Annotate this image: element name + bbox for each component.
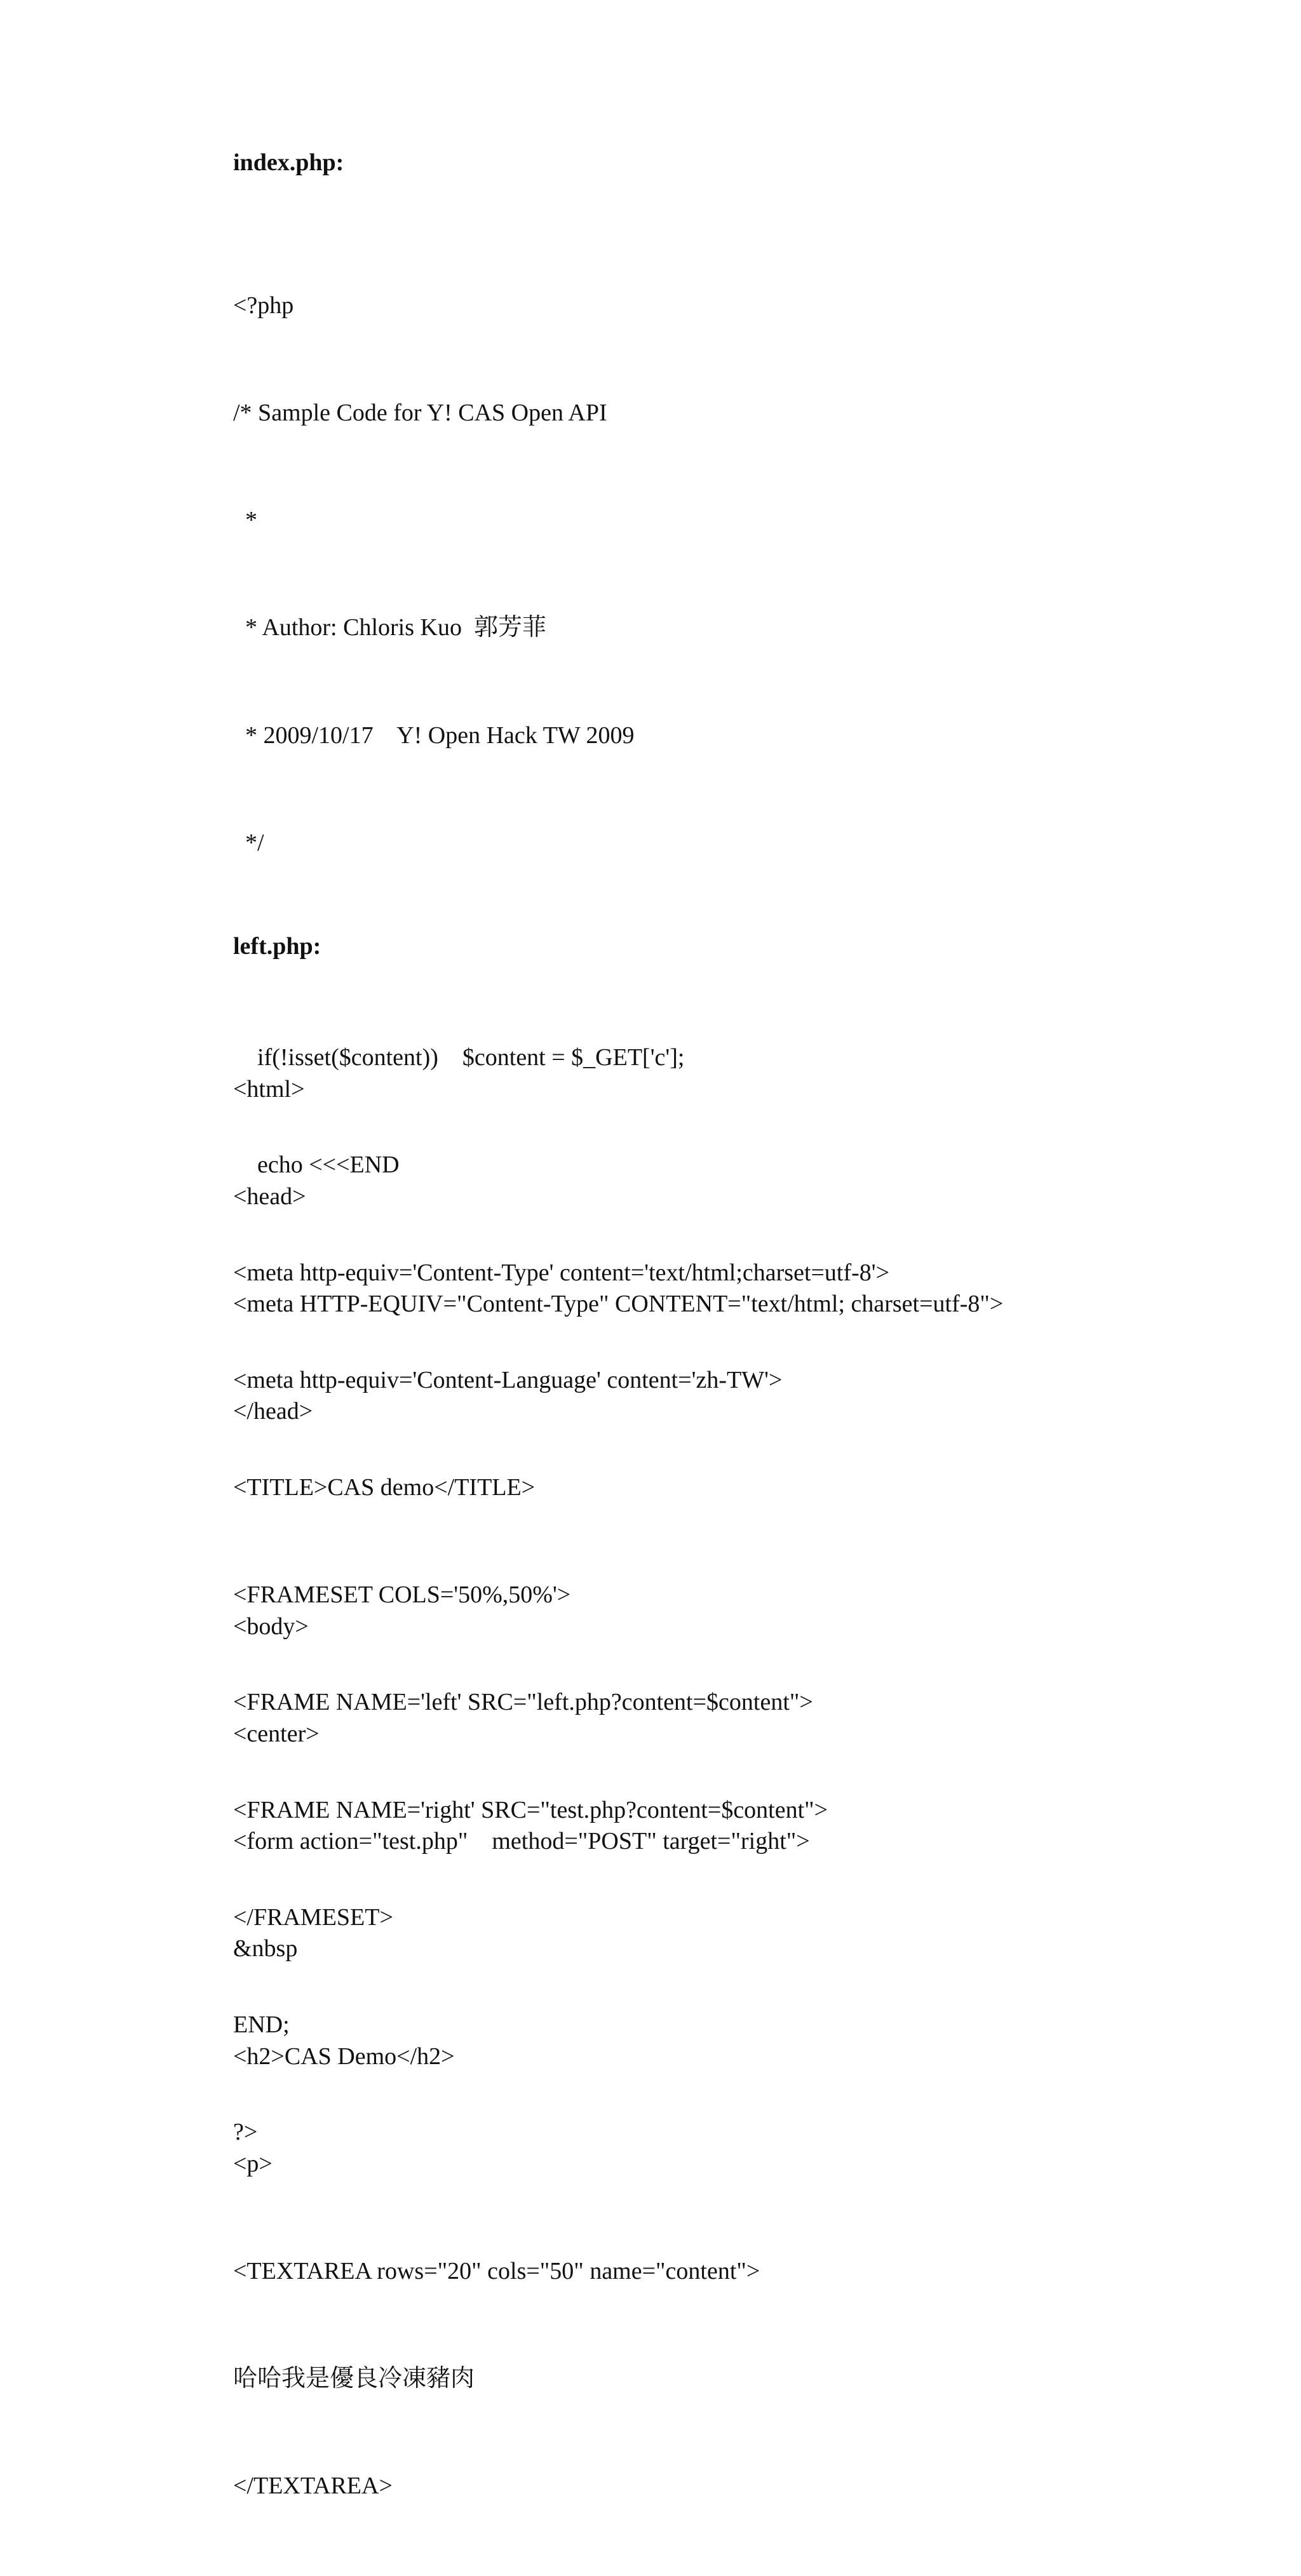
code-line	[233, 1501, 1003, 1537]
code-line: */	[233, 829, 264, 856]
code-line: * Author: Chloris Kuo 郭芳菲	[233, 614, 546, 641]
code-line: ?>	[233, 2119, 258, 2146]
code-line: </TEXTAREA>	[233, 2472, 393, 2500]
code-line: <?php	[233, 292, 294, 319]
code-line: <body>	[233, 1613, 309, 1640]
code-line: <meta HTTP-EQUIV="Content-Type" CONTENT="text/html; charset=utf-8">	[233, 1291, 1004, 1318]
code-line: <form action="test.php" method="POST" target="right">	[233, 1828, 810, 1855]
code-line: </FRAMESET>	[233, 1903, 393, 1931]
code-line: <TITLE>CAS demo</TITLE>	[233, 1474, 536, 1501]
index-php-heading: index.php:	[233, 149, 344, 176]
code-line: <center>	[233, 1721, 320, 1748]
left-php-code	[233, 1000, 1003, 2576]
code-line: 哈哈我是優良冷凍豬肉	[233, 2365, 475, 2392]
code-line: END;	[233, 2011, 290, 2039]
code-line: &nbsp	[233, 1935, 298, 1962]
code-line: * 2009/10/17 Y! Open Hack TW 2009	[233, 721, 635, 749]
code-line: <meta http-equiv='Content-Type' content='text/html;charset=utf-8'>	[233, 1259, 890, 1286]
code-line: <p>	[233, 2150, 273, 2177]
left-php-heading: left.php:	[233, 933, 321, 960]
code-line: <TEXTAREA rows="20" cols="50" name="content">	[233, 2258, 760, 2285]
code-line: </head>	[233, 1398, 313, 1425]
code-line: <FRAMESET COLS='50%,50%'>	[233, 1581, 571, 1609]
code-line: *	[233, 507, 257, 534]
code-line: <html>	[233, 1075, 305, 1103]
code-line: <meta http-equiv='Content-Language' content='zh-TW'>	[233, 1366, 783, 1393]
code-line: echo <<<END	[233, 1151, 400, 1179]
code-line: <head>	[233, 1183, 306, 1211]
code-line: <FRAME NAME='left' SRC="left.php?content=$content">	[233, 1689, 813, 1716]
code-line	[233, 932, 889, 968]
code-line: /* Sample Code for Y! CAS Open API	[233, 399, 607, 427]
code-line: <h2>CAS Demo</h2>	[233, 2043, 455, 2070]
code-line: if(!isset($content)) $content = $_GET['c'];	[233, 1044, 685, 1071]
code-line: <FRAME NAME='right' SRC="test.php?content=$content">	[233, 1796, 828, 1823]
